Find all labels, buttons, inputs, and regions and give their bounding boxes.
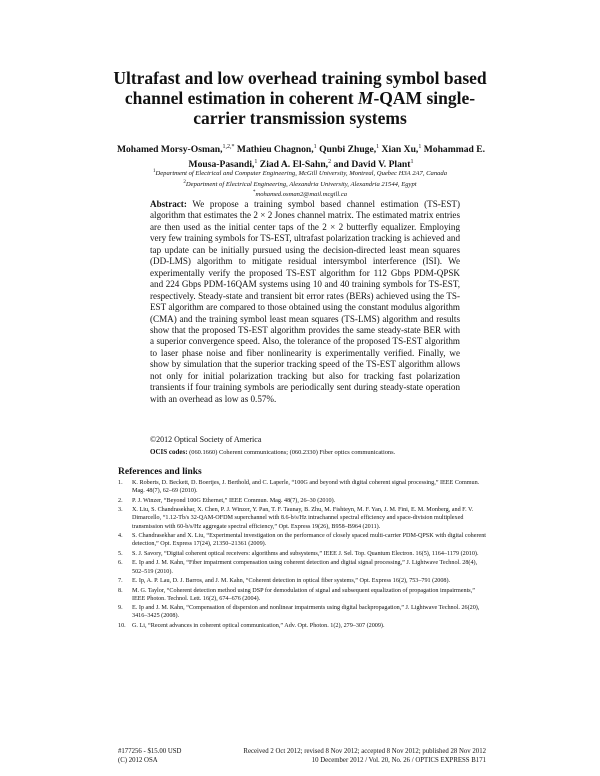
reference-item: 4. S. Chandrasekhar and X. Liu, “Experimental investigation on the performance of closely spaced multi-carrier PDM-QPSK with digital coherent detection,” Opt. Express 17(24), 21350–21361 (2009). [118,533,487,548]
ocis-codes [150,448,480,457]
author-list [112,141,490,171]
author: Ziad A. El-Sahn,$^2$ [259,159,332,170]
abstract-text: We propose a training symbol based channel estimation (TS-EST) algorithm that estimates the 2 × 2 Jones channel matrix. The estimated matrix entries are then used as the initial center taps of the 2 × 2 butterfly equalizer. Employing very few training symbols for TS-EST, ultrafast polarization tracking is achieved and tap update can be initially pursued using the decision-directed least mean squares (DD-LMS) algorithm to mitigate residual intersymbol interference (ISI). We experimentally verify the proposed TS-EST algorithm for 112 Gbps PDM-QPSK and 224 Gbps PDM-16QAM systems using 10 and 40 training symbols for TS-EST, respectively. Steady-state and transient bit error rates (BERs) achieved using the TS-EST algorithm are compared to those obtained using the constant modulus algorithm (CMA) and the training symbol least mean squares (TS-LMS) algorithm and results show that the proposed TS-EST algorithm provides the same steady-state BER with a superior convergence speed. Also, the tolerance of the proposed TS-EST algorithm to laser phase noise and fiber nonlinearity is experimentally verified. Finally, we show by simulation that the superior tracking speed of the TS-EST algorithm allows not only for initial polarization tracking but also for tracking fast polarization transients if four training symbols are periodically sent during steady-state operation with an overhead as low as 0.57%. [150,199,461,404]
copyright-notice: ©2012 Optical Society of America [150,435,262,444]
publication-dates: Received 2 Oct 2012; revised 8 Nov 2012; accepted 8 Nov 2012; published 28 Nov 2012 [243,748,486,755]
affiliations [110,168,490,200]
references-heading: References and links [118,467,202,477]
title-italic-m: M [357,88,374,108]
author: Mohammad E. Mousa-Pasandi,$^1$ [188,144,486,170]
author: and David V. Plant$^1$ [333,159,414,170]
author: Mathieu Chagnon,$^1$ [236,144,317,155]
reference-item: 8. M. G. Taylor, “Coherent detection method using DSP for demodulation of signal and subsequent equalization of propagation impairments,” IEEE Photon. Technol. Lett. 16(2), 674–676 (2004). [118,587,475,602]
ocis-label: OCIS codes: [150,448,188,456]
reference-item: 1. K. Roberts, D. Beckett, D. Boertjes, J. Berthold, and C. Laperle, “100G and beyond with digital coherent signal processing,” IEEE Commun. Mag. 48(7), 62–69 (2010). [118,480,480,495]
title-part-1: Ultrafast and low overhead training symbol based channel estimation in coherent [113,68,487,108]
author: Qunbi Zhuge,$^1$ [319,144,380,155]
reference-item: 7. E. Ip, A. P. Lau, D. J. Barros, and J. M. Kahn, “Coherent detection in optical fiber systems,” Opt. Express 16(2), 753–791 (2008). [118,578,451,585]
abstract-label: Abstract: [150,199,187,209]
paper-title [100,68,500,128]
ocis-text: (060.1660) Coherent communications; (060.2330) Fiber optics communications. [189,449,396,456]
title-part-2: -QAM single-carrier transmission systems [193,88,476,128]
footer-right [204,747,486,765]
author: Xian Xu,$^1$ [381,144,422,155]
affiliation: $^1$Department of Electrical and Computer Engineering, McGill University, Montreal, Quebec H3A 2A7, Canada [152,169,448,177]
corresponding-email[interactable]: *mohamed.osman2@mail.mcgill.ca [252,190,348,199]
article-id-price: #177256 - $15.00 USD [118,748,182,755]
author: Mohamed Morsy-Osman,$^{1,2,*}$ [116,144,235,155]
reference-list [118,479,486,631]
reference-item: 10. G. Li, “Recent advances in coherent optical communication,” Adv. Opt. Photon. 1(2), 279–307 (2009). [118,622,385,629]
abstract [150,199,460,405]
reference-item: 9. E. Ip and J. M. Kahn, “Compensation of dispersion and nonlinear impairments using digital backpropagation,” J. Lightwave Technol. 26(20), 3416–3425 (2008). [118,605,480,620]
reference-item: 2. P. J. Winzer, “Beyond 100G Ethernet,” IEEE Commun. Mag. 48(7), 26–30 (2010). [118,497,336,504]
affiliation: $^2$Department of Electrical Engineering, Alexandria University, Alexandria 21544, Egypt [183,179,417,188]
reference-item: 3. X. Liu, S. Chandrasekhar, X. Chen, P. J. Winzer, Y. Pan, T. F. Taunay, B. Zhu, M. Fishteyn, M. F. Yan, J. M. Fini, E. M. Monberg, and F. V. Dimarcello, “1.12-Tb/s 32-QAM-OFDM superchannel with 8.6-b/s/Hz intrachannel spectral efficiency and space-division multiplexed transmission with 60-b/s/Hz aggregate spectral efficiency,” Opt. Express 19(26), B958–B964 (2011). [118,507,474,530]
osa-copyright: (C) 2012 OSA [118,757,158,764]
reference-item: 5. S. J. Savory, “Digital coherent optical receivers: algorithms and subsystems,” IEEE J. Sel. Top. Quantum Electron. 16(5), 1164–1179 (2010). [118,550,479,557]
journal-citation: 10 December 2012 / Vol. 20, No. 26 / OPTICS EXPRESS B171 [311,757,486,764]
reference-item: 6. E. Ip and J. M. Kahn, “Fiber impairment compensation using coherent detection and digital signal processing,” J. Lightwave Technol. 28(4), 502–519 (2010). [118,560,478,575]
